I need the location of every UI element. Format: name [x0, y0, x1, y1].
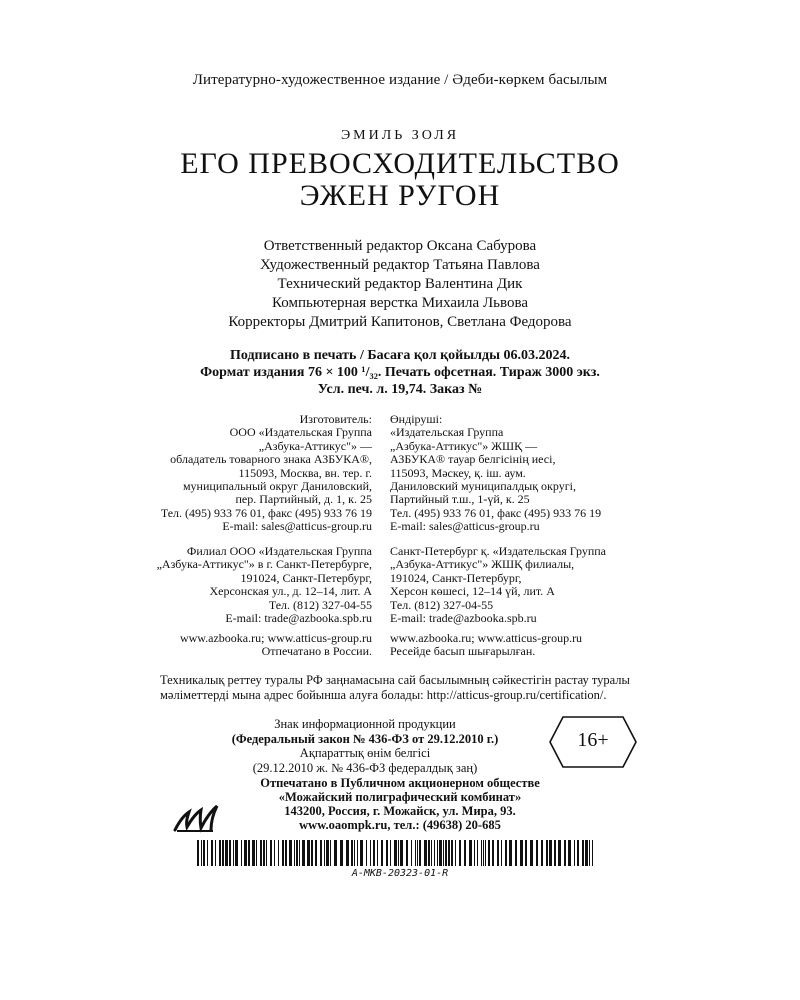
web-kz-links[interactable]: www.azbooka.ru; www.atticus-group.ru [390, 631, 583, 645]
barcode-bar [285, 840, 287, 866]
web-kz [390, 632, 582, 659]
barcode-bar [501, 840, 502, 866]
barcode-bar [307, 840, 310, 866]
web-ru-links[interactable]: www.azbooka.ru; www.atticus-group.ru [179, 631, 372, 645]
credit-line: Художественный редактор Татьяна Павлова [260, 257, 540, 273]
barcode-bar [233, 840, 234, 866]
barcode-bar [492, 840, 494, 866]
branch-ru-line: 191024, Санкт-Петербург, [240, 570, 372, 585]
barcode [197, 840, 595, 866]
age-info-line: (Федеральный закон № 436-ФЗ от 29.12.2010 г.) [231, 731, 499, 746]
print-info-line: Подписано в печать / Басаға қол қойылды 06.03.2024. [229, 348, 570, 363]
barcode-bar [334, 840, 337, 866]
barcode-bar [381, 840, 383, 866]
manufacturer-ru-line: пер. Партийный, д. 1, к. 25 [235, 492, 372, 507]
barcode-bar [497, 840, 499, 866]
barcode-bar [437, 840, 438, 866]
manufacturer-kz-line: „Азбука-Аттикус"» ЖШҚ — [390, 438, 538, 453]
barcode-bar [302, 840, 305, 866]
barcode-bar [326, 840, 329, 866]
age-info-line: Знак информационной продукции [274, 717, 456, 731]
printed-in-ru: Отпечатано в России. [261, 644, 372, 659]
print-info-line: Формат издания 76 × 100 ¹/₃₂. Печать офсетная. Тираж 3000 экз. [200, 365, 600, 380]
barcode-bar [354, 840, 355, 866]
barcode-bar [222, 840, 224, 866]
credit-line: Компьютерная верстка Михаила Львова [271, 295, 528, 311]
barcode-bar [448, 840, 450, 866]
barcode-bar [207, 840, 208, 866]
manufacturer-kz-line: Тел. (495) 933 76 01, факс (495) 933 76 19 [390, 505, 602, 520]
web-ru [180, 632, 372, 659]
barcode-bar [585, 840, 588, 866]
barcode-bar [424, 840, 427, 866]
manufacturer-kz-line: АЗБУКА® тауар белгісінің иесі, [390, 452, 556, 467]
barcode-bar [390, 840, 391, 866]
barcode-bar [411, 840, 412, 866]
book-title-line-2: ЭЖЕН РУГОН [299, 179, 501, 212]
branch-kz-line: „Азбука-Аттикус"» ЖШҚ филиалы, [390, 557, 575, 572]
barcode-bar [274, 840, 275, 866]
credits-block [0, 237, 800, 332]
barcode-bar [520, 840, 523, 866]
barcode-bar [485, 840, 486, 866]
barcode-bar [282, 840, 284, 866]
manufacturer-kz-line: Өндіруші: [390, 412, 443, 426]
age-rating-label: 16+ [577, 729, 609, 751]
barcode-bar [235, 840, 238, 866]
barcode-bar [248, 840, 250, 866]
barcode-bar [201, 840, 202, 866]
printer-line: «Можайский полиграфический комбинат» [278, 790, 522, 804]
certification-line[interactable]: мәліметтерді мына адрес бойынша алуға болады: http://atticus-group.ru/certification/. [160, 688, 607, 702]
barcode-bar [386, 840, 388, 866]
barcode-bar [415, 840, 416, 866]
manufacturer-ru-line: Изготовитель: [299, 412, 372, 426]
barcode-bar [546, 840, 548, 866]
barcode-bar [554, 840, 556, 866]
age-info [195, 717, 535, 775]
manufacturer-ru-line: „Азбука-Аттикус"» — [258, 438, 372, 453]
barcode-bar [406, 840, 408, 866]
barcode-bar [225, 840, 228, 866]
barcode-bar [211, 840, 213, 866]
manufacturer-kz-line: Партийный т.ш., 1-үй, к. 25 [390, 492, 530, 507]
branch-ru-line: „Азбука-Аттикус"» в г. Санкт-Петербурге, [156, 557, 372, 572]
barcode-bar [266, 840, 267, 866]
barcode-bar [431, 840, 432, 866]
barcode-bar [459, 840, 461, 866]
barcode-bar [439, 840, 442, 866]
branch-kz-line: Херсон көшесі, 12–14 үй, лит. А [390, 584, 555, 599]
certification-note [160, 673, 700, 703]
barcode-bar [558, 840, 561, 866]
certification-line: Техникалық реттеу туралы РФ заңнамасына сай басылымның сәйкестігін растау туралы [160, 673, 630, 687]
branch-kz [390, 545, 606, 625]
barcode-bar [263, 840, 265, 866]
barcode-bar [530, 840, 533, 866]
barcode-bar [197, 840, 199, 866]
barcode-bar [483, 840, 484, 866]
branch-ru [157, 545, 372, 625]
barcode-bar [294, 840, 295, 866]
barcode-bar [324, 840, 325, 866]
manufacturer-ru-line: муниципальный округ Даниловский, [182, 478, 372, 493]
barcode-bar [252, 840, 255, 866]
barcode-bar [474, 840, 475, 866]
barcode-bar [481, 840, 482, 866]
barcode-bar [505, 840, 507, 866]
barcode-bar [515, 840, 517, 866]
barcode-bar [270, 840, 272, 866]
barcode-bar [370, 840, 371, 866]
barcode-number: А-МКВ-20323-01-R [351, 868, 449, 879]
branch-ru-line: Филиал ООО «Издательская Группа [186, 544, 372, 558]
printer-info [200, 776, 600, 832]
printed-in-kz: Ресейде басып шығарылған. [390, 644, 536, 659]
branch-ru-line: Херсонская ул., д. 12–14, лит. А [209, 584, 372, 599]
barcode-bar [400, 840, 403, 866]
barcode-bar [256, 840, 257, 866]
age-info-line: (29.12.2010 ж. № 436-ФЗ федералдық заң) [252, 760, 478, 775]
barcode-bar [509, 840, 512, 866]
barcode-bar [244, 840, 247, 866]
barcode-bar [203, 840, 205, 866]
manufacturer-ru-line: обладатель товарного знака АЗБУКА®, [170, 452, 372, 467]
branch-ru-line: Тел. (812) 327-04-55 [268, 597, 372, 612]
barcode-bar [366, 840, 367, 866]
barcode-bar [419, 840, 421, 866]
manufacturer-ru-line: ООО «Издательская Группа [229, 425, 372, 440]
barcode-bar [229, 840, 231, 866]
age-info-line: Ақпараттық өнім белгісі [299, 746, 431, 760]
print-info-block [0, 347, 800, 398]
barcode-bar [289, 840, 292, 866]
barcode-bar [428, 840, 430, 866]
barcode-bar [373, 840, 375, 866]
manufacturer-kz-line: Даниловский муниципалдық округі, [390, 478, 576, 493]
manufacturer-kz-line: 115093, Мәскеу, қ. іш. аум. [390, 465, 526, 480]
barcode-bar [451, 840, 453, 866]
printer-line[interactable]: www.oaompk.ru, тел.: (49638) 20-685 [299, 818, 501, 832]
barcode-bar [398, 840, 399, 866]
barcode-bar [260, 840, 262, 866]
barcode-bar [320, 840, 322, 866]
printer-line: Отпечатано в Публичном акционерном обществе [260, 776, 540, 790]
barcode-bar [592, 840, 593, 866]
barcode-bar [377, 840, 378, 866]
printer-line: 143200, Россия, г. Можайск, ул. Мира, 93. [284, 804, 516, 818]
barcode-bar [357, 840, 358, 866]
barcode-bar [299, 840, 300, 866]
barcode-bar [488, 840, 490, 866]
barcode-bar [417, 840, 418, 866]
credit-line: Технический редактор Валентина Дик [277, 276, 523, 292]
barcode-bar [477, 840, 478, 866]
book-title-line-1: ЕГО ПРЕВОСХОДИТЕЛЬСТВО [180, 147, 620, 180]
barcode-bar [541, 840, 543, 866]
author-name: ЭМИЛЬ ЗОЛЯ [340, 128, 460, 143]
barcode-bar [340, 840, 343, 866]
barcode-bar [564, 840, 566, 866]
branch-kz-line: Санкт-Петербург қ. «Издательская Группа [390, 544, 606, 558]
barcode-bar [536, 840, 538, 866]
credit-line: Корректоры Дмитрий Капитонов, Светлана Федорова [228, 314, 572, 330]
branch-kz-line: 191024, Санкт-Петербург, [390, 570, 522, 585]
barcode-bar [351, 840, 353, 866]
barcode-bar [346, 840, 349, 866]
barcode-bar [469, 840, 472, 866]
barcode-bar [568, 840, 571, 866]
manufacturer-ru [161, 413, 372, 534]
barcode-bar [574, 840, 575, 866]
barcode-bar [455, 840, 456, 866]
branch-kz-line: Тел. (812) 327-04-55 [390, 597, 494, 612]
barcode-bar [215, 840, 216, 866]
barcode-bar [278, 840, 279, 866]
manufacturer-ru-line: 115093, Москва, вн. тер. г. [238, 465, 372, 480]
barcode-bar [464, 840, 466, 866]
barcode-bar [296, 840, 298, 866]
manufacturer-kz-line: «Издательская Группа [390, 425, 504, 440]
barcode-bar [330, 840, 331, 866]
barcode-bar [577, 840, 579, 866]
barcode-bar [434, 840, 435, 866]
barcode-bar [582, 840, 584, 866]
manufacturer-ru-line: Тел. (495) 933 76 01, факс (495) 933 76 19 [160, 505, 372, 520]
print-info-line: Усл. печ. л. 19,74. Заказ № [317, 382, 483, 397]
branch-ru-line[interactable]: E-mail: trade@azbooka.spb.ru [225, 610, 372, 625]
barcode-bar [360, 840, 363, 866]
barcode-bar [549, 840, 552, 866]
manufacturer-kz [390, 413, 601, 534]
barcode-bar [394, 840, 397, 866]
barcode-bar [315, 840, 317, 866]
barcode-bar [241, 840, 242, 866]
barcode-bar [589, 840, 590, 866]
barcode-bar [445, 840, 447, 866]
barcode-bar [311, 840, 313, 866]
barcode-bar [219, 840, 221, 866]
branch-kz-line[interactable]: E-mail: trade@azbooka.spb.ru [390, 610, 537, 625]
manufacturer-kz-line[interactable]: E-mail: sales@atticus-group.ru [390, 519, 540, 534]
manufacturer-ru-line[interactable]: E-mail: sales@atticus-group.ru [222, 519, 372, 534]
credit-line: Ответственный редактор Оксана Сабурова [263, 238, 537, 254]
barcode-bar [443, 840, 444, 866]
barcode-bar [525, 840, 527, 866]
series-line: Литературно-художественное издание / Әдеби-көркем басылым [192, 72, 608, 88]
